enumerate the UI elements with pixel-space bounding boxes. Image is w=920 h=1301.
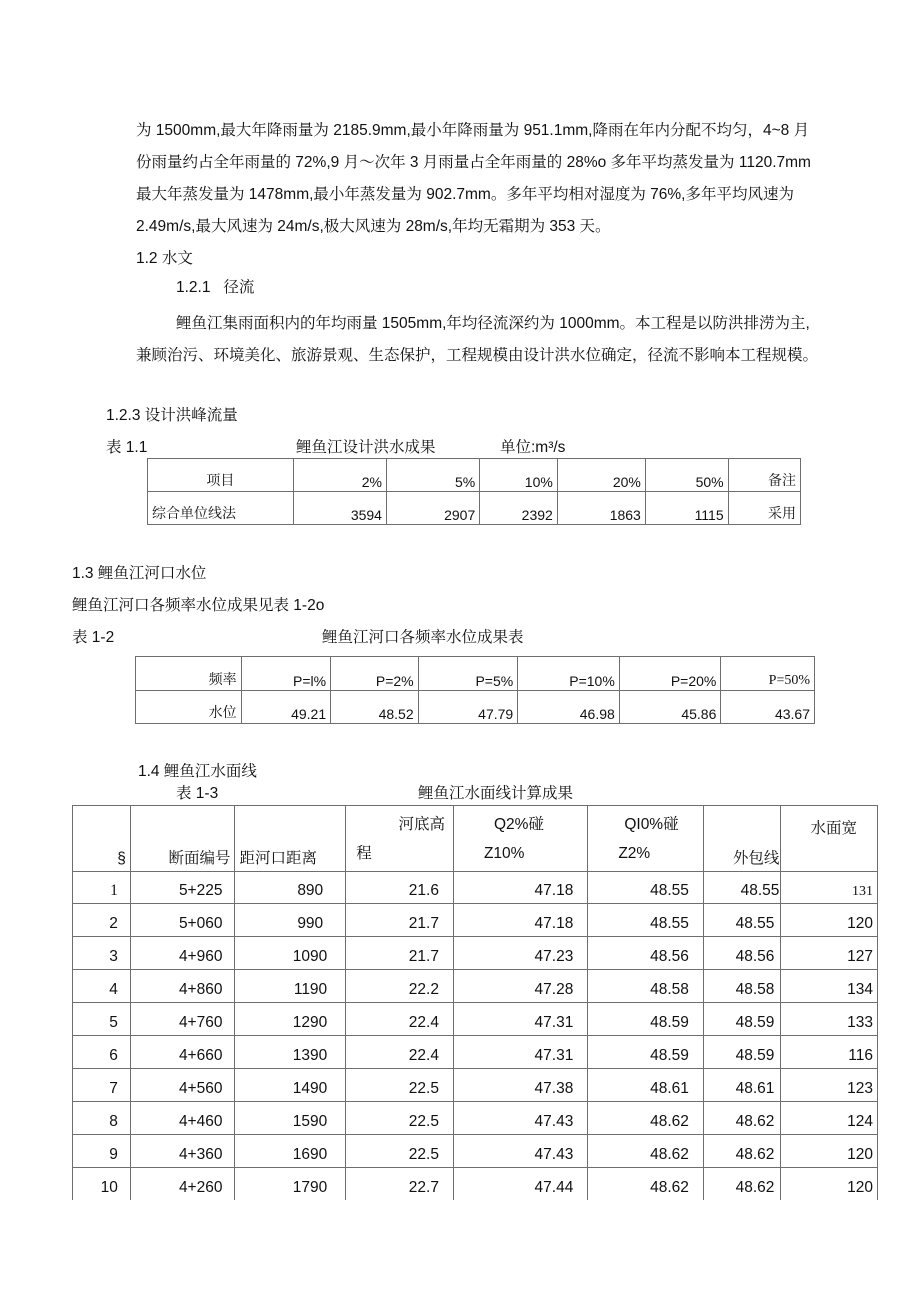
heading-1-3: 1.3 鲤鱼江河口水位 — [72, 565, 207, 582]
cell: 9 — [73, 1135, 131, 1168]
table-row — [73, 970, 878, 1003]
cell: 47.23 — [453, 937, 587, 970]
cell: 134 — [781, 970, 878, 1003]
cell: 5 — [73, 1003, 131, 1036]
table-header-row — [73, 806, 878, 872]
cell: 1863 — [557, 492, 645, 525]
cell: 48.55 — [703, 904, 781, 937]
cell: 124 — [781, 1102, 878, 1135]
cell: 47.18 — [453, 904, 587, 937]
cell: 48.58 — [703, 970, 781, 1003]
cell: 4+360 — [130, 1135, 235, 1168]
cell: 22.5 — [346, 1069, 454, 1102]
table-1-1-unit: 单位:m³/s — [500, 439, 566, 456]
header-bottom: 程 — [356, 845, 372, 862]
table-row — [73, 1036, 878, 1069]
cell: 2907 — [386, 492, 479, 525]
table-1-1-title: 鲤鱼江设计洪水成果 — [296, 439, 436, 456]
header-cell: P=20% — [619, 657, 721, 691]
cell: 120 — [781, 904, 878, 937]
cell: 4+460 — [130, 1102, 235, 1135]
cell: 120 — [781, 1168, 878, 1201]
cell: 47.28 — [453, 970, 587, 1003]
cell: 45.86 — [619, 691, 721, 724]
cell: 48.62 — [588, 1135, 704, 1168]
cell: 21.6 — [346, 872, 454, 904]
cell: 116 — [781, 1036, 878, 1069]
cell: 4+860 — [130, 970, 235, 1003]
cell: 48.56 — [703, 937, 781, 970]
table-row — [73, 1102, 878, 1135]
cell: 47.38 — [453, 1069, 587, 1102]
header-cell: P=2% — [331, 657, 419, 691]
cell: 3 — [73, 937, 131, 970]
cell: 127 — [781, 937, 878, 970]
climate-line-4: 2.49m/s,最大风速为 24m/s,极大风速为 28m/s,年均无霜期为 353 天。 — [136, 218, 611, 235]
table-row — [73, 904, 878, 937]
cell: 22.7 — [346, 1168, 454, 1201]
cell: 5+225 — [130, 872, 235, 904]
header-cell: 50% — [645, 459, 728, 492]
header-cell: 2% — [293, 459, 386, 492]
cell: 47.18 — [453, 872, 587, 904]
cell: 1690 — [235, 1135, 346, 1168]
header-cell: 备注 — [728, 459, 800, 492]
table-1-2-title: 鲤鱼江河口各频率水位成果表 — [322, 629, 524, 646]
cell: 48.55 — [703, 872, 781, 904]
heading-1-2-1: 1.2.1 径流 — [176, 279, 255, 296]
cell: 990 — [235, 904, 346, 937]
cell: 47.79 — [418, 691, 518, 724]
cell: 49.21 — [241, 691, 331, 724]
cell: 48.59 — [588, 1003, 704, 1036]
header-cell-stacked — [588, 806, 704, 872]
cell: 48.55 — [588, 904, 704, 937]
ref-table-1-2: 鲤鱼江河口各频率水位成果见表 1-2o — [72, 597, 325, 614]
header-top: 河底高 — [398, 816, 445, 833]
cell: 48.62 — [703, 1168, 781, 1201]
cell: 48.52 — [331, 691, 419, 724]
header-cell: § — [73, 806, 131, 872]
climate-line-1: 为 1500mm,最大年降雨量为 2185.9mm,最小年降雨量为 951.1mm,降雨在年内分配不均匀，4~8 月 — [136, 122, 810, 139]
cell: 5+060 — [130, 904, 235, 937]
cell: 4 — [73, 970, 131, 1003]
cell: 48.62 — [703, 1135, 781, 1168]
cell: 48.61 — [703, 1069, 781, 1102]
cell: 水位 — [136, 691, 242, 724]
table-1-2-label: 表 1-2 — [72, 629, 115, 646]
cell: 22.4 — [346, 1003, 454, 1036]
cell: 48.62 — [703, 1102, 781, 1135]
runoff-line-1: 鲤鱼江集雨面积内的年均雨量 1505mm,年均径流深约为 1000mm。本工程是以防洪排涝为主, — [176, 315, 810, 332]
table-1-2 — [135, 656, 815, 724]
cell: 22.4 — [346, 1036, 454, 1069]
table-row — [73, 1069, 878, 1102]
cell: 48.59 — [703, 1036, 781, 1069]
header-cell: 频率 — [136, 657, 242, 691]
heading-1-4: 1.4 鲤鱼江水面线 — [138, 763, 257, 780]
header-cell: 距河口距离 — [235, 806, 346, 872]
cell: 10 — [73, 1168, 131, 1201]
cell: 1 — [73, 872, 131, 904]
cell: 4+760 — [130, 1003, 235, 1036]
table-row — [73, 1168, 878, 1201]
cell: 2392 — [480, 492, 558, 525]
header-top: QI0%碰 — [624, 816, 679, 833]
cell: 48.59 — [703, 1003, 781, 1036]
cell: 48.62 — [588, 1168, 704, 1201]
cell: 6 — [73, 1036, 131, 1069]
table-row — [136, 691, 815, 724]
cell: 47.43 — [453, 1102, 587, 1135]
header-cell: 水面宽 — [781, 806, 878, 872]
cell: 4+660 — [130, 1036, 235, 1069]
cell: 1490 — [235, 1069, 346, 1102]
table-header-row — [148, 459, 801, 492]
heading-1-2-3: 1.2.3 设计洪峰流量 — [106, 407, 238, 424]
cell: 1390 — [235, 1036, 346, 1069]
cell: 采用 — [728, 492, 800, 525]
header-bottom: Z10% — [483, 845, 525, 862]
table-row — [73, 872, 878, 904]
cell: 1790 — [235, 1168, 346, 1201]
cell: 22.5 — [346, 1135, 454, 1168]
cell: 133 — [781, 1003, 878, 1036]
cell: 4+260 — [130, 1168, 235, 1201]
cell: 123 — [781, 1069, 878, 1102]
climate-line-2: 份雨量约占全年雨量的 72%,9 月～次年 3 月雨量占全年雨量的 28%o 多年平均蒸发量为 1120.7mm — [136, 154, 811, 171]
cell: 46.98 — [518, 691, 620, 724]
heading-1-2: 1.2 水文 — [136, 250, 193, 267]
table-row — [73, 937, 878, 970]
header-cell: P=10% — [518, 657, 620, 691]
header-cell: 5% — [386, 459, 479, 492]
table-row — [148, 492, 801, 525]
header-cell: 断面编号 — [130, 806, 235, 872]
table-1-3-label: 表 1-3 — [176, 785, 219, 802]
table-1-1 — [147, 458, 801, 525]
cell: 1115 — [645, 492, 728, 525]
cell: 8 — [73, 1102, 131, 1135]
runoff-line-2: 兼顾治污、环境美化、旅游景观、生态保护，工程规模由设计洪水位确定，径流不影响本工程规模。 — [136, 347, 819, 364]
cell: 21.7 — [346, 904, 454, 937]
cell: 47.31 — [453, 1036, 587, 1069]
table-row — [73, 1003, 878, 1036]
cell: 120 — [781, 1135, 878, 1168]
cell: 47.31 — [453, 1003, 587, 1036]
cell: 4+560 — [130, 1069, 235, 1102]
cell: 48.62 — [588, 1102, 704, 1135]
cell: 48.61 — [588, 1069, 704, 1102]
header-cell: 10% — [480, 459, 558, 492]
header-top: Q2%碰 — [493, 816, 544, 833]
header-cell: P=50% — [721, 657, 815, 691]
cell: 48.58 — [588, 970, 704, 1003]
table-1-3-title: 鲤鱼江水面线计算成果 — [418, 785, 574, 802]
header-cell: 项目 — [148, 459, 294, 492]
cell: 47.44 — [453, 1168, 587, 1201]
header-cell-stacked — [453, 806, 587, 872]
header-cell-stacked — [346, 806, 454, 872]
table-1-3 — [72, 805, 878, 1200]
cell: 48.59 — [588, 1036, 704, 1069]
table-header-row — [136, 657, 815, 691]
cell: 43.67 — [721, 691, 815, 724]
cell: 1090 — [235, 937, 346, 970]
cell: 48.56 — [588, 937, 704, 970]
cell: 3594 — [293, 492, 386, 525]
cell: 1290 — [235, 1003, 346, 1036]
cell: 47.43 — [453, 1135, 587, 1168]
cell: 2 — [73, 904, 131, 937]
cell: 1590 — [235, 1102, 346, 1135]
table-1-1-label: 表 1.1 — [106, 439, 148, 456]
header-bottom: Z2% — [618, 845, 651, 862]
cell: 21.7 — [346, 937, 454, 970]
cell: 4+960 — [130, 937, 235, 970]
cell: 890 — [235, 872, 346, 904]
header-cell: P=l% — [241, 657, 331, 691]
climate-line-3: 最大年蒸发量为 1478mm,最小年蒸发量为 902.7mm。多年平均相对湿度为 76%,多年平均风速为 — [136, 186, 794, 203]
cell: 22.5 — [346, 1102, 454, 1135]
cell: 1190 — [235, 970, 346, 1003]
table-row — [73, 1135, 878, 1168]
cell: 131 — [781, 872, 878, 904]
cell: 22.2 — [346, 970, 454, 1003]
header-cell: P=5% — [418, 657, 518, 691]
cell: 综合单位线法 — [148, 492, 294, 525]
header-cell: 20% — [557, 459, 645, 492]
cell: 7 — [73, 1069, 131, 1102]
cell: 48.55 — [588, 872, 704, 904]
header-cell: 外包线 — [703, 806, 781, 872]
